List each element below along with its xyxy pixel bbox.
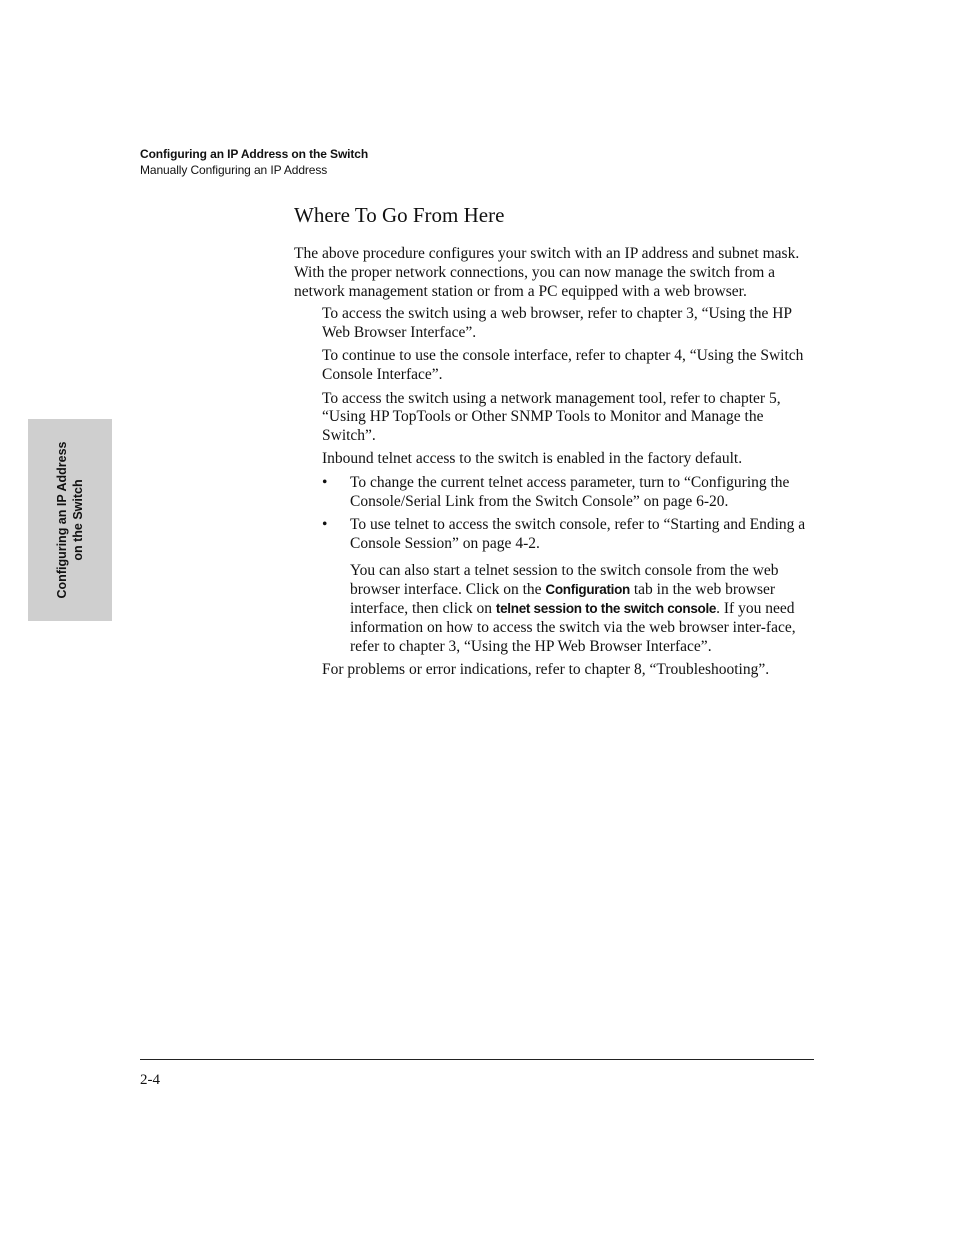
paragraph-web-browser: To access the switch using a web browser, refer to chapter 3, “Using the HP Web Browser Interface”. bbox=[322, 305, 792, 342]
side-tab-label bbox=[54, 425, 86, 615]
bullet-icon: • bbox=[322, 515, 328, 533]
intro-paragraph: The above procedure configures your switch with an IP address and subnet mask. With the proper network connections, you can now manage the switch from a network management station or from a PC equipped with a web browser. bbox=[294, 245, 800, 300]
bullet-text: To change the current telnet access parameter, turn to “Configuring the Console/Serial Link from the Switch Console” on page 6-20. bbox=[350, 473, 790, 510]
note-paragraph bbox=[350, 562, 819, 656]
list-item bbox=[322, 516, 819, 554]
bullet-icon: • bbox=[322, 473, 328, 491]
main-content bbox=[294, 201, 819, 684]
note-text-3: . If you need information on how to access the switch via the web browser inter-face, refer to chapter 3, “Using the HP Web Browser Interface”. bbox=[350, 600, 796, 655]
paragraph-troubleshooting: For problems or error indications, refer to chapter 8, “Troubleshooting”. bbox=[322, 660, 770, 678]
configuration-tab-term: Configuration bbox=[545, 582, 630, 598]
running-head-chapter: Configuring an IP Address on the Switch bbox=[140, 147, 369, 161]
side-tab-line-1: Configuring an IP Address bbox=[55, 441, 69, 599]
note-text-1: You can also start a telnet session to the switch console from the web browser interface. Click on the bbox=[350, 562, 779, 599]
telnet-session-term: telnet session to the switch console bbox=[495, 601, 717, 617]
side-tab-line-2: on the Switch bbox=[71, 479, 85, 561]
footer-rule bbox=[140, 1059, 814, 1060]
running-head bbox=[140, 146, 368, 178]
list-item bbox=[322, 474, 819, 512]
paragraph-console: To continue to use the console interface, refer to chapter 4, “Using the Switch Console Interface”. bbox=[322, 347, 804, 384]
bullet-text: To use telnet to access the switch console, refer to “Starting and Ending a Console Session” on page 4-2. bbox=[350, 515, 806, 552]
body-text bbox=[294, 245, 819, 680]
chapter-side-tab bbox=[28, 419, 112, 621]
paragraph-telnet: Inbound telnet access to the switch is enabled in the factory default. bbox=[322, 450, 743, 468]
note-text-2: tab in the web browser interface, then click on bbox=[350, 581, 776, 618]
running-head-section: Manually Configuring an IP Address bbox=[140, 163, 328, 177]
paragraph-network-management: To access the switch using a network management tool, refer to chapter 5, “Using HP TopTools or Other SNMP Tools to Monitor and Manage the Switch”. bbox=[322, 389, 781, 445]
page-number: 2-4 bbox=[140, 1072, 160, 1088]
section-title: Where To Go From Here bbox=[294, 203, 505, 227]
telnet-bullet-list bbox=[322, 474, 819, 554]
